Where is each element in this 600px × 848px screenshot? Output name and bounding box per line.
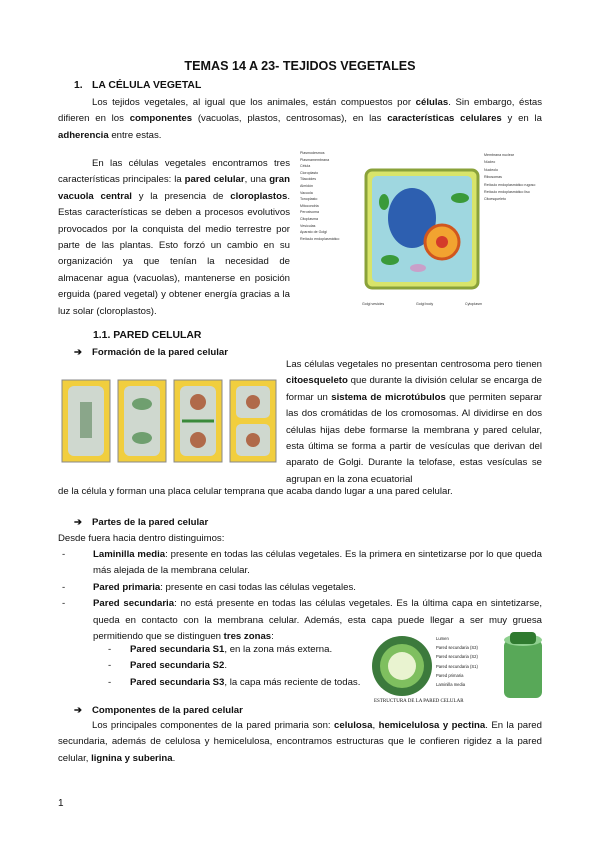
zone-name: Pared secundaria S2 (130, 660, 225, 672)
plant-cell-diagram (300, 150, 548, 318)
bold-term: pared celular (184, 174, 245, 186)
cell-division-diagram (60, 372, 278, 468)
cell-label: Vacuola (300, 190, 313, 195)
cell-label: Membrana nuclear (484, 153, 514, 157)
text-run: Los tejidos vegetales, al igual que los animales, están compuestos por (92, 97, 416, 108)
page-number: 1 (58, 798, 64, 809)
section-number: 1. (74, 80, 83, 91)
zone-text: . (224, 660, 228, 672)
subheading-componentes (74, 703, 243, 719)
cell-label: Célula (300, 164, 311, 169)
parts-intro: Desde fuera hacia dentro distinguimos: (58, 533, 225, 544)
cell-labels-bottom (362, 296, 482, 312)
cell-wall-structure-diagram (372, 632, 548, 708)
wall-label: Pared secundaria (S3) (436, 645, 478, 651)
division-stage-1 (62, 380, 110, 462)
section-title: LA CÉLULA VEGETAL (92, 80, 202, 91)
subheading-partes (74, 515, 208, 531)
text-run: , (372, 720, 379, 731)
chloroplast-shape-1 (381, 255, 399, 265)
section-heading-celula-vegetal (74, 78, 201, 94)
text-run: (vacuolas, plastos, centrosomas), en las (192, 113, 388, 125)
part-name: Pared secundaria (93, 598, 175, 610)
text-run: . En la pared secundaria, además de celulosa y hemicelulosa, encontramos estructuras que le confieren rigidez a la pared celular, (58, 720, 542, 764)
part-text: : presente en casi todas las células vegetales. (160, 581, 356, 593)
zone-text: , la capa más reciente de todas. (224, 676, 361, 688)
division-stage-2 (118, 380, 166, 462)
cell-labels-right (484, 152, 548, 204)
list-dash: - (108, 660, 112, 672)
wall-label: Pared primaria (436, 672, 464, 678)
wall-cylinder (504, 640, 542, 698)
cell-label: Nucleolo (484, 167, 498, 172)
division-stage-3 (174, 380, 222, 462)
components-paragraph (58, 718, 542, 767)
bold-term: células (415, 97, 449, 108)
text-run: que durante la división celular se encarga de formar un (286, 375, 542, 403)
cell-label: Tilacoides (300, 177, 317, 182)
wall-label: Laminilla media (436, 682, 466, 688)
cell-label: Ribosomas (484, 175, 502, 180)
cell-label: Plasmamembrana (300, 157, 330, 162)
cell-label: Retículo endoplasmático liso (484, 190, 530, 195)
golgi-shape (410, 264, 426, 272)
bold-term: características celulares (387, 113, 502, 125)
list-item (108, 658, 368, 674)
zone-name: Pared secundaria S3 (130, 676, 225, 688)
list-dash: - (62, 581, 66, 593)
text-run: Los principales componentes de la pared primaria son: (92, 720, 335, 731)
text-run: Las células vegetales no presentan centrosoma pero tienen (286, 359, 542, 370)
text-run: . (172, 752, 176, 764)
subheading-text: Formación de la pared celular (92, 347, 228, 358)
cell-label: Retículo endoplasmático (300, 236, 340, 241)
part-tail: : (271, 631, 274, 643)
formation-paragraph-end: de la célula y forman una placa celular temprana que acaba dando lugar a una pared celular. (58, 486, 453, 497)
arrow-icon: ➔ (74, 347, 83, 358)
list-dash: - (108, 644, 112, 655)
text-run: y la presencia de (131, 190, 231, 202)
part-name: Laminilla media (93, 549, 166, 560)
cell-label: Cloroplasto (300, 170, 319, 175)
cell-label: Mitocondria (300, 203, 319, 208)
cell-label: Golgi vesicles (362, 302, 385, 306)
wall-caption: ESTRUCTURA DE LA PARED CELULAR (374, 699, 464, 704)
cell-label: Vesículas (300, 223, 316, 228)
division-stage-4 (230, 380, 276, 462)
cell-label: Almidón (300, 183, 313, 188)
cell-label: Retículo endoplasmático rugoso (484, 182, 536, 187)
formation-paragraph (286, 357, 542, 488)
list-item (108, 642, 368, 658)
text-run: entre estas. (108, 129, 162, 141)
wall-label: Pared secundaria (S1) (436, 663, 478, 669)
bold-term: citoesqueleto (286, 375, 348, 387)
cell-labels-left (300, 150, 362, 242)
cell-label: Aparato de Golgi (300, 230, 327, 235)
list-dash: - (62, 598, 66, 610)
cell-label: Peroxisoma (300, 210, 319, 215)
text-run: En las células vegetales encontramos tres características principales: la (58, 158, 290, 186)
cell-division-illustration (60, 372, 278, 468)
text-run: y en la (501, 113, 542, 125)
arrow-icon: ➔ (74, 705, 83, 716)
cell-label: Plasmodesmos (300, 151, 325, 155)
subheading-text: Componentes de la pared celular (92, 705, 243, 716)
part-name: Pared primaria (93, 581, 161, 593)
text-run: . Estas características se deben a procesos evolutivos provocados por la conquista del medio terrestre por parte de las plantas. Esto forzó un cambio en su organización ya que tenían la necesidad de almacenar agua (vacuolas), mantenerse en posición erguida (pared vegetal) y obtener energía gracias a la luz solar (cloroplastos). (58, 190, 290, 317)
bold-term: hemicelulosa y pectina (378, 720, 486, 731)
bold-term: componentes (129, 113, 193, 125)
bold-term: celulosa (334, 720, 373, 731)
bold-term: cloroplastos (230, 190, 288, 202)
cell-label: Tonoplasto (300, 197, 318, 202)
text-run: que permiten separar las dos cromátidas de los cromosomas. Al dividirse en dos células hijas debe formarse la membrana y pared celular, esta última se forma a partir de vesículas que derivan del aparato de Golgi. Durante la telofase, estas vesículas se agrupan en la zona ecuatorial (286, 391, 542, 485)
chloroplast-shape-3 (379, 194, 389, 210)
cell-label: Golgi body (416, 302, 434, 306)
zone-name: Pared secundaria S1 (130, 644, 225, 655)
wall-label: Lumen (436, 636, 449, 641)
cell-label: Citoplasma (300, 216, 318, 221)
part-emphasis: tres zonas (223, 631, 272, 643)
zone-text: , en la zona más externa. (224, 644, 333, 655)
list-item (108, 675, 368, 691)
part-text: : no está presente en todas las células vegetales. Es la última capa en sintetizarse, queda en contacto con la membrana celular. Además, esta capa puede llegar a ser muy gruesa permitiendo que se distinguen (93, 598, 542, 643)
page-title: TEMAS 14 A 23- TEJIDOS VEGETALES (184, 59, 416, 73)
list-dash: - (108, 676, 112, 688)
bold-term: gran vacuola central (58, 174, 290, 202)
intro-paragraph (58, 95, 542, 144)
list-dash: - (62, 549, 66, 560)
parts-list (62, 547, 542, 645)
zones-list (108, 642, 368, 691)
bold-term: sistema de microtúbulos (331, 391, 446, 403)
subheading-formacion (74, 345, 228, 361)
part-text: : presente en todas las células vegetales. Es la primera en sintetizarse por lo que queda más alejada de la membrana celular. (93, 549, 542, 577)
bold-term: lignina y suberina (91, 752, 173, 764)
subsection-heading-pared-celular: 1.1. PARED CELULAR (93, 330, 202, 341)
subheading-text: Partes de la pared celular (92, 517, 209, 528)
nucleolus-shape (436, 236, 448, 248)
cell-label: Núcleo (484, 160, 496, 165)
arrow-icon: ➔ (74, 517, 83, 528)
text-run: . Sin embargo, éstas difieren en los (58, 97, 542, 125)
bold-term: adherencia (58, 129, 109, 141)
cell-label: Citoesqueleto (484, 197, 506, 202)
chloroplast-shape-2 (451, 193, 469, 203)
wall-label: Pared secundaria (S2) (436, 654, 478, 660)
characteristics-paragraph (58, 156, 290, 320)
text-run: , una (244, 174, 270, 186)
list-item (62, 580, 542, 596)
list-item (62, 547, 542, 580)
wall-labels (436, 634, 506, 689)
cell-label: Cytoplasm (465, 302, 482, 306)
